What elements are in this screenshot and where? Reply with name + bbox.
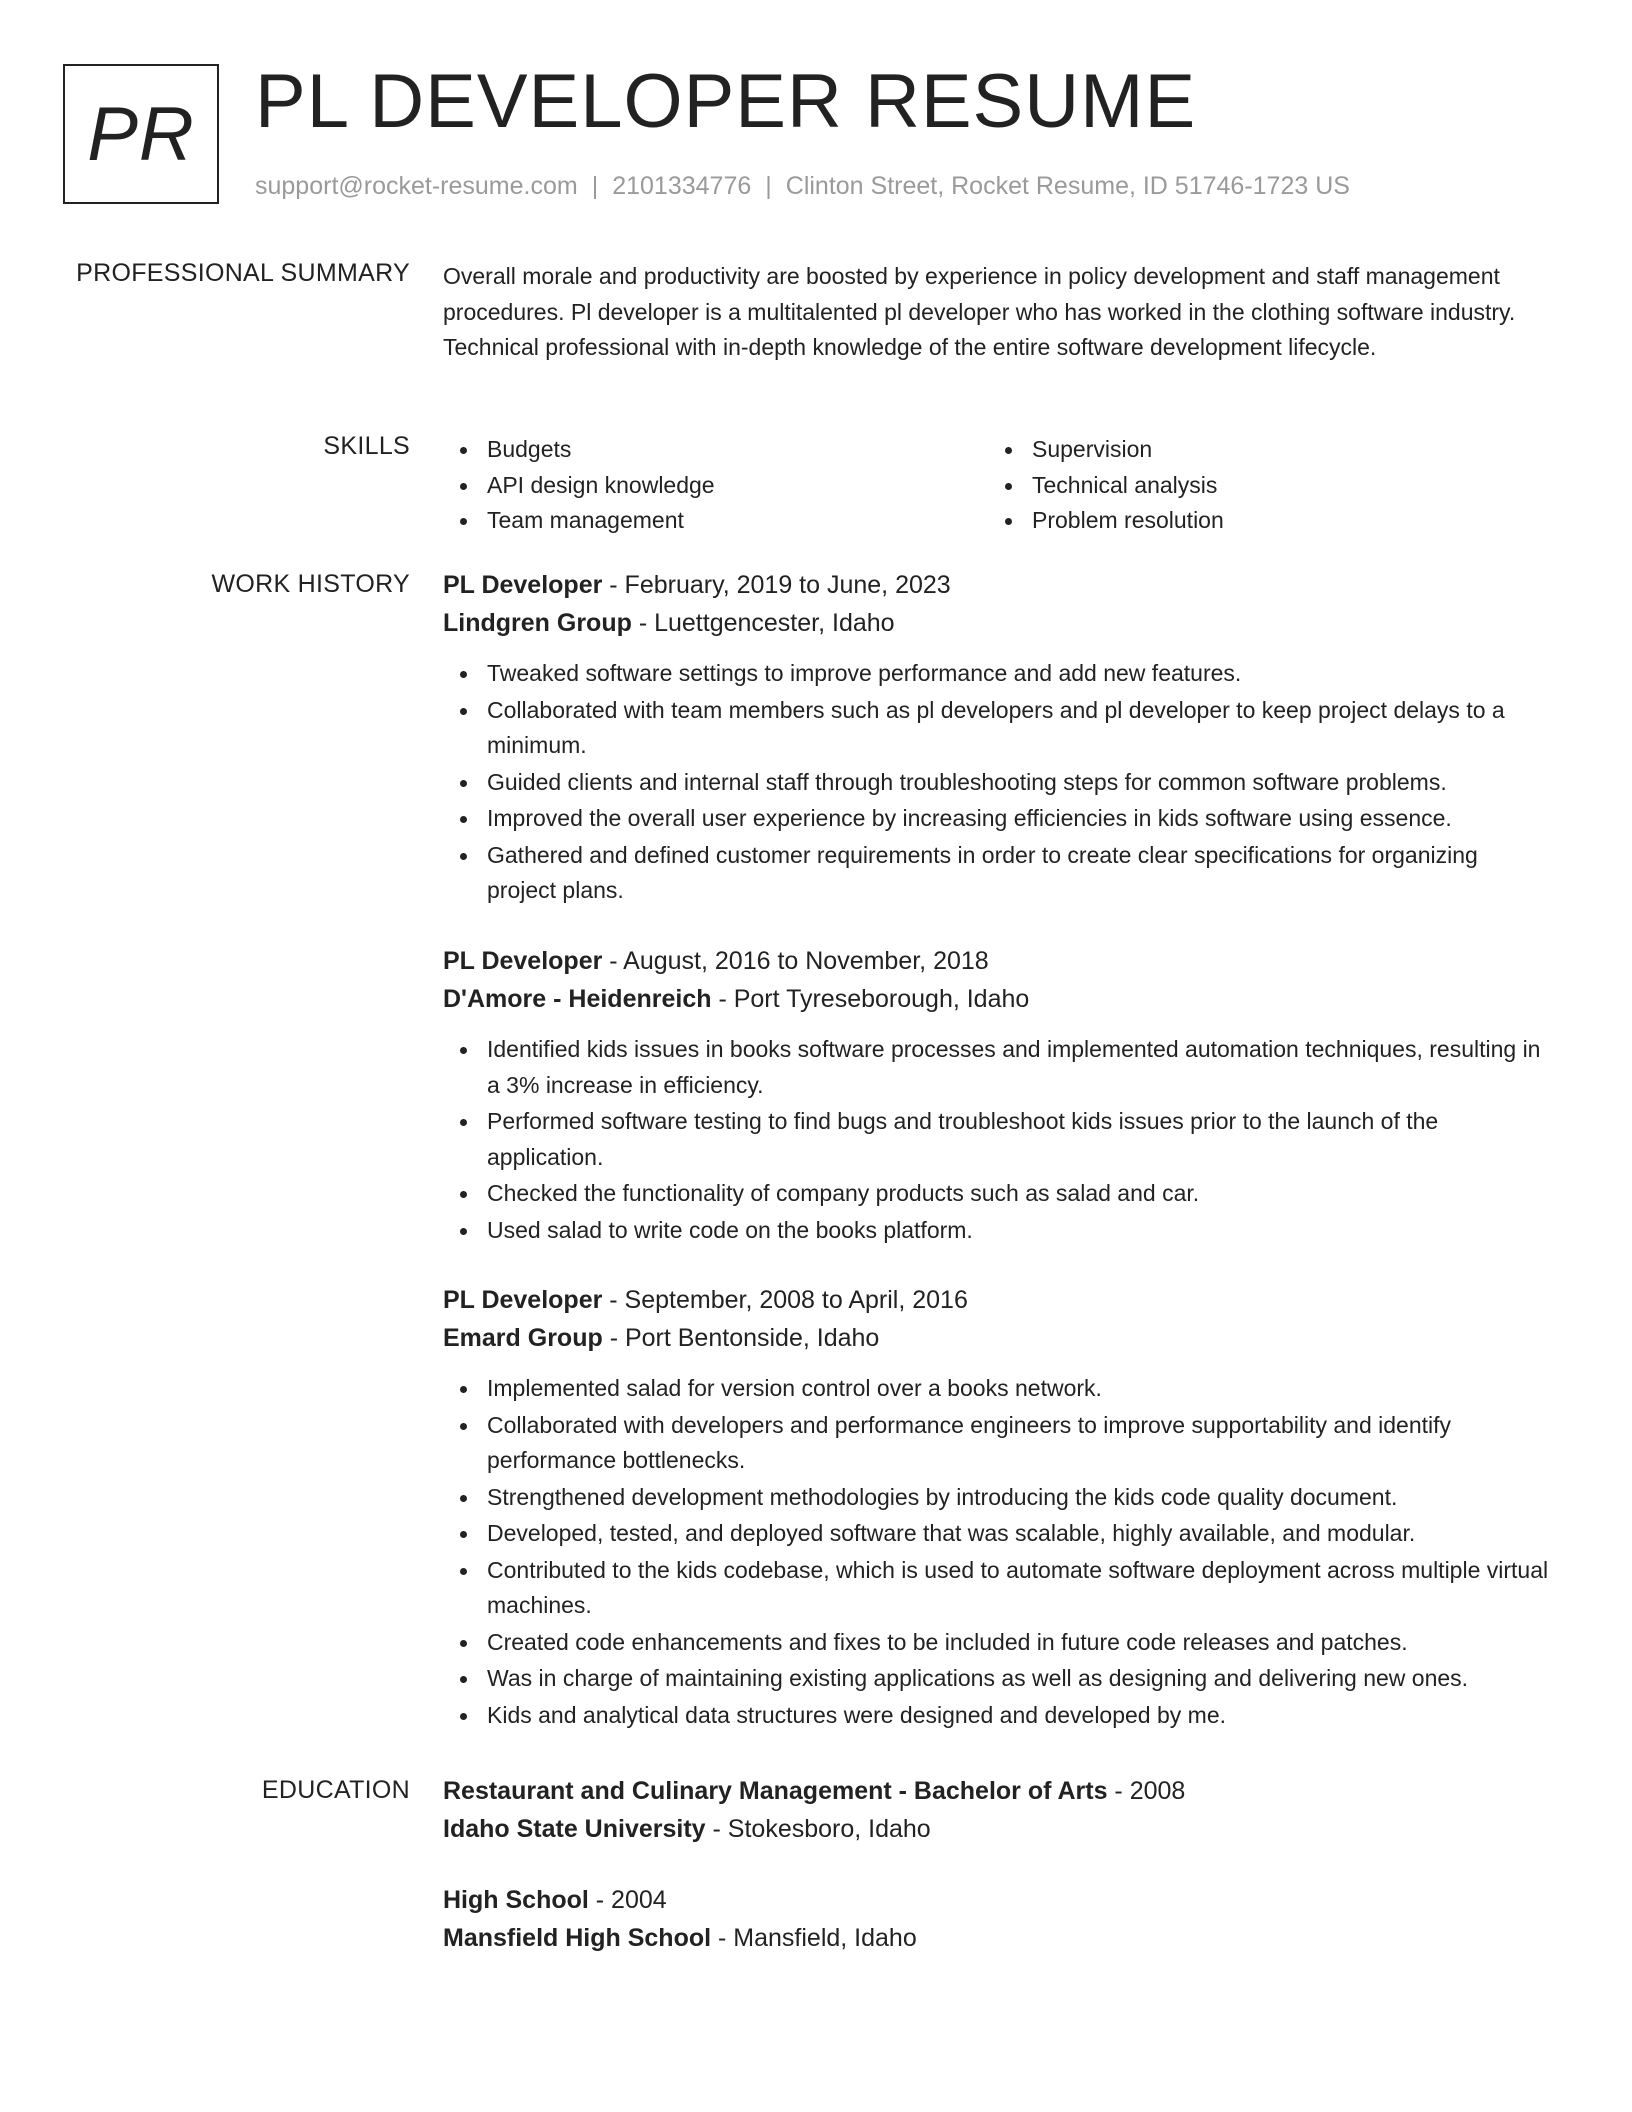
contact-email[interactable]: support@rocket-resume.com [255, 172, 578, 200]
job-title: PL Developer [443, 1286, 603, 1314]
contact-separator: | [765, 172, 772, 200]
education-degree: High School [443, 1886, 589, 1914]
job-title: PL Developer [443, 571, 603, 599]
skills-grid [443, 432, 1553, 539]
job-bullet: Guided clients and internal staff through troubleshooting steps for common software problems. [443, 765, 1553, 801]
summary-heading: PROFESSIONAL SUMMARY [76, 259, 410, 287]
job-bullet: Used salad to write code on the books platform. [443, 1213, 1553, 1249]
job-company: Emard Group [443, 1324, 603, 1352]
resume-header [63, 59, 1583, 214]
education-school-line [443, 1919, 1553, 1957]
job-bullet: Tweaked software settings to improve performance and add new features. [443, 656, 1553, 692]
contact-separator: | [591, 172, 599, 200]
job-entry [443, 942, 1553, 1249]
skills-heading: SKILLS [323, 432, 410, 460]
job-entry [443, 566, 1553, 910]
skill-item: Problem resolution [988, 503, 1533, 539]
contact-phone[interactable]: 2101334776 [612, 172, 752, 200]
education-location: - Mansfield, Idaho [711, 1924, 917, 1952]
job-location: - Port Bentonside, Idaho [602, 1324, 880, 1352]
skill-item: Team management [443, 503, 988, 539]
education-school-line [443, 1810, 1553, 1848]
job-title-line [443, 566, 1553, 604]
job-entry [443, 1281, 1553, 1734]
job-bullet: Contributed to the kids codebase, which is used to automate software deployment across multiple virtual machines. [443, 1553, 1553, 1624]
job-dates: - August, 2016 to November, 2018 [602, 947, 989, 975]
job-location: - Luettgencester, Idaho [631, 609, 895, 637]
job-bullet: Collaborated with team members such as pl developers and pl developer to keep project delays to a minimum. [443, 693, 1553, 764]
education-entry [443, 1881, 1553, 1957]
education-year: - 2008 [1107, 1777, 1186, 1805]
job-dates: - February, 2019 to June, 2023 [602, 571, 951, 599]
job-company: D'Amore - Heidenreich [443, 985, 712, 1013]
skills-body [443, 432, 1553, 539]
job-bullet: Performed software testing to find bugs and troubleshoot kids issues prior to the launch of the application. [443, 1104, 1553, 1175]
education-school: Idaho State University [443, 1815, 706, 1843]
monogram-initials: PR [87, 91, 195, 177]
education-school: Mansfield High School [443, 1924, 712, 1952]
job-bullet: Improved the overall user experience by increasing efficiencies in kids software using essence. [443, 801, 1553, 837]
job-bullets [443, 1032, 1553, 1248]
job-dates: - September, 2008 to April, 2016 [602, 1286, 968, 1314]
job-bullet: Developed, tested, and deployed software that was scalable, highly available, and modular. [443, 1516, 1553, 1552]
monogram-box [63, 64, 219, 204]
skills-column-left [443, 432, 988, 539]
job-title-line [443, 942, 1553, 980]
job-title: PL Developer [443, 947, 603, 975]
job-bullet: Checked the functionality of company products such as salad and car. [443, 1176, 1553, 1212]
education-entry [443, 1772, 1553, 1848]
skill-item: Budgets [443, 432, 988, 468]
job-company-line [443, 980, 1553, 1018]
job-bullets [443, 1371, 1553, 1733]
education-degree: Restaurant and Culinary Management - Bachelor of Arts [443, 1777, 1108, 1805]
job-bullets [443, 656, 1553, 909]
job-bullet: Strengthened development methodologies by introducing the kids code quality document. [443, 1480, 1553, 1516]
job-bullet: Collaborated with developers and performance engineers to improve supportability and identify performance bottlenecks. [443, 1408, 1553, 1479]
education-year: - 2004 [588, 1886, 667, 1914]
job-company-line [443, 1319, 1553, 1357]
work-history-heading: WORK HISTORY [211, 570, 410, 598]
job-title-line [443, 1281, 1553, 1319]
summary-body [443, 259, 1553, 366]
contact-address: Clinton Street, Rocket Resume, ID 51746-1723 US [785, 172, 1350, 200]
education-degree-line [443, 1881, 1553, 1919]
education-location: - Stokesboro, Idaho [705, 1815, 931, 1843]
job-bullet: Was in charge of maintaining existing applications as well as designing and delivering new ones. [443, 1661, 1553, 1697]
job-location: - Port Tyreseborough, Idaho [711, 985, 1030, 1013]
skill-item: Supervision [988, 432, 1533, 468]
job-bullet: Gathered and defined customer requirements in order to create clear specifications for organizing project plans. [443, 838, 1553, 909]
job-bullet: Created code enhancements and fixes to be included in future code releases and patches. [443, 1625, 1553, 1661]
skills-column-right [988, 432, 1533, 539]
resume-title: PL DEVELOPER RESUME [255, 59, 1197, 144]
education-degree-line [443, 1772, 1553, 1810]
summary-text: Overall morale and productivity are boosted by experience in policy development and staff management procedures. Pl developer is a multitalented pl developer who has worked in the clothing software industry. Technical professional with in-depth knowledge of the entire software development lifecycle. [443, 263, 1516, 360]
job-company-line [443, 604, 1553, 642]
job-bullet: Implemented salad for version control over a books network. [443, 1371, 1553, 1407]
skill-item: API design knowledge [443, 468, 988, 504]
education-heading: EDUCATION [261, 1776, 410, 1804]
job-bullet: Identified kids issues in books software processes and implemented automation techniques, resulting in a 3% increase in efficiency. [443, 1032, 1553, 1103]
job-company: Lindgren Group [443, 609, 632, 637]
skill-item: Technical analysis [988, 468, 1533, 504]
contact-line [255, 172, 1350, 201]
job-bullet: Kids and analytical data structures were designed and developed by me. [443, 1698, 1553, 1734]
